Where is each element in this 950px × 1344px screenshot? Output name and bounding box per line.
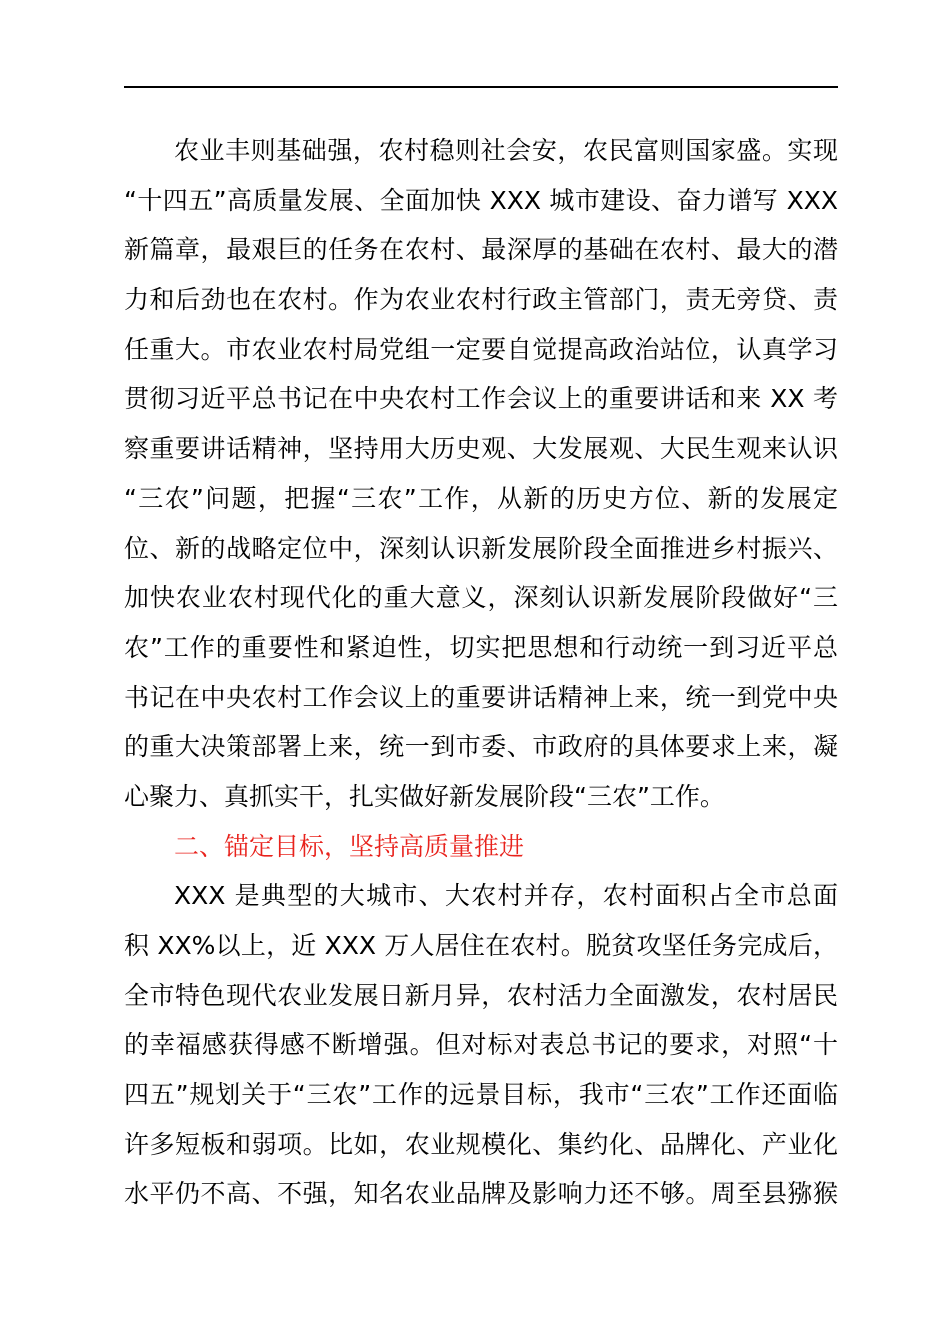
text-line: 全市特色现代农业发展日新月异，农村活力全面激发，农村居民	[124, 980, 838, 1010]
text-line: 新篇章，最艰巨的任务在农村、最深厚的基础在农村、最大的潜	[124, 235, 838, 265]
text-line: 加快农业农村现代化的重大意义，深刻认识新发展阶段做好“三	[124, 583, 838, 613]
text-line: “三农”问题，把握“三农”工作，从新的历史方位、新的发展定	[124, 483, 838, 513]
header-rule	[124, 86, 838, 88]
text-line: 四五”规划关于“三农”工作的远景目标，我市“三农”工作还面临	[124, 1080, 838, 1110]
text-line: 书记在中央农村工作会议上的重要讲话精神上来，统一到党中央	[124, 682, 838, 712]
text-line: 农”工作的重要性和紧迫性，切实把思想和行动统一到习近平总	[124, 632, 838, 662]
text-line: 心聚力、真抓实干，扎实做好新发展阶段“三农”工作。	[124, 781, 725, 811]
paragraph-1	[124, 126, 838, 822]
text-line: 察重要讲话精神，坚持用大历史观、大发展观、大民生观来认识	[124, 434, 838, 464]
text-line: 农业丰则基础强，农村稳则社会安，农民富则国家盛。实现	[174, 136, 838, 165]
text-line: 许多短板和弱项。比如，农业规模化、集约化、品牌化、产业化	[124, 1129, 838, 1159]
text-line: XXX 是典型的大城市、大农村并存，农村面积占全市总面	[174, 881, 838, 911]
section-heading: 二、锚定目标，坚持高质量推进	[174, 831, 525, 861]
text-line: “十四五”高质量发展、全面加快 XXX 城市建设、奋力谱写 XXX	[124, 185, 838, 215]
body-text	[124, 126, 838, 1219]
paragraph-2	[124, 871, 838, 1219]
text-line: 任重大。市农业农村局党组一定要自觉提高政治站位，认真学习	[124, 334, 838, 364]
text-line: 的重大决策部署上来，统一到市委、市政府的具体要求上来，凝	[124, 732, 838, 762]
text-line: 积 XX%以上，近 XXX 万人居住在农村。脱贫攻坚任务完成后，	[124, 931, 838, 960]
text-line: 的幸福感获得感不断增强。但对标对表总书记的要求，对照“十	[124, 1030, 838, 1060]
text-line: 位、新的战略定位中，深刻认识新发展阶段全面推进乡村振兴、	[124, 533, 838, 563]
text-line: 贯彻习近平总书记在中央农村工作会议上的重要讲话和来 XX 考	[124, 384, 838, 414]
text-line: 水平仍不高、不强，知名农业品牌及影响力还不够。周至县猕猴	[124, 1179, 838, 1209]
text-line: 力和后劲也在农村。作为农业农村行政主管部门，责无旁贷、责	[124, 285, 838, 315]
